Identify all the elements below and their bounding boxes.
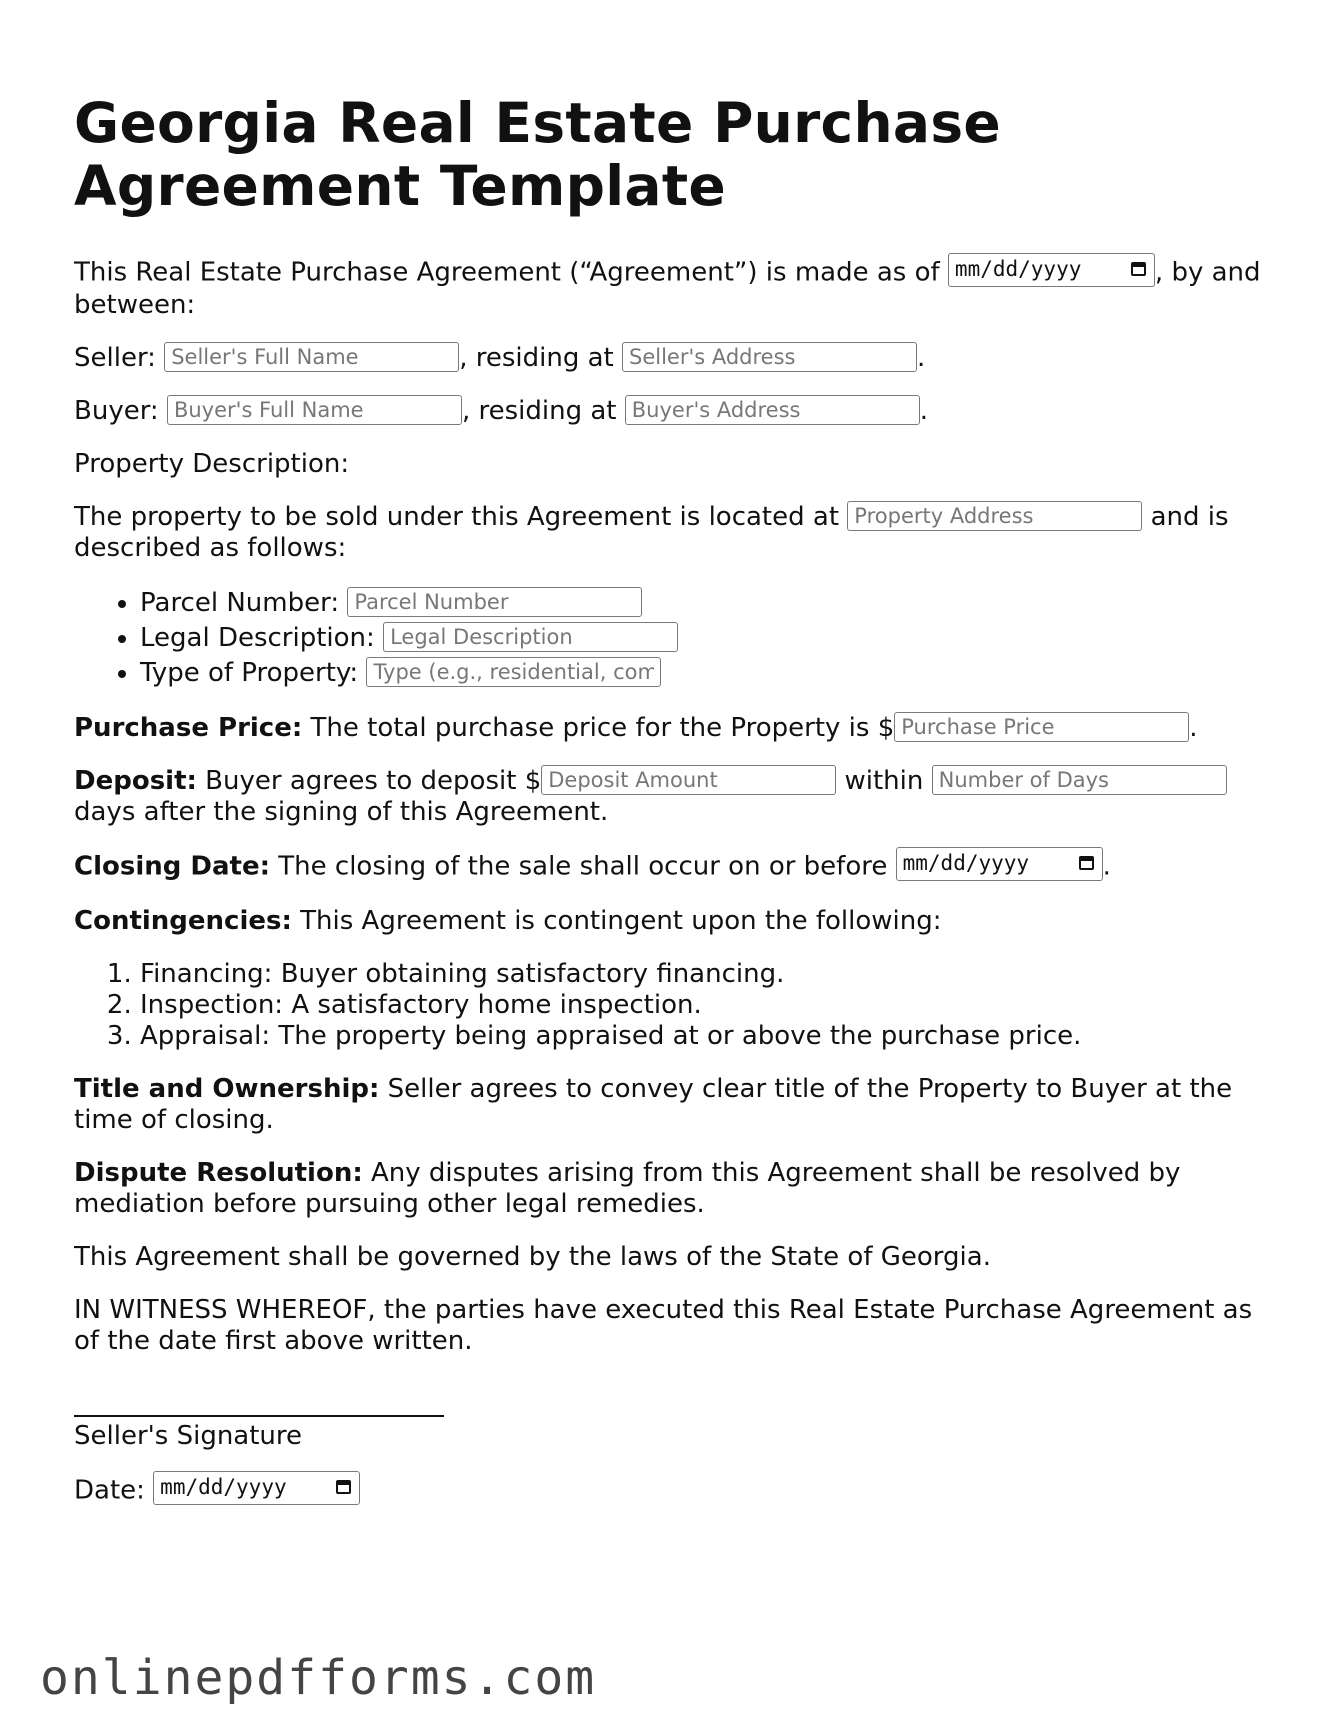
contingencies-label: Contingencies: [74,906,292,936]
contingencies-text: This Agreement is contingent upon the following: [300,906,942,936]
title-ownership-paragraph [74,1074,1274,1136]
property-type-input[interactable] [366,657,661,687]
parcel-number-label: Parcel Number: [140,588,340,618]
seller-label: Seller: [74,343,156,373]
agreement-date-input[interactable] [948,253,1155,287]
calendar-icon[interactable] [1131,262,1146,276]
closing-end: . [1102,851,1111,882]
seller-line [74,343,1274,374]
dispute-label: Dispute Resolution: [74,1158,363,1188]
parcel-number-input[interactable] [347,587,642,617]
buyer-label: Buyer: [74,396,159,426]
legal-description-label: Legal Description: [140,623,375,653]
purchase-price-input[interactable] [894,712,1189,742]
deposit-text: Buyer agrees to deposit $ [205,766,542,796]
buyer-line-end: . [919,396,929,426]
signature-date-input[interactable] [153,1471,360,1505]
deposit-within-text: within [844,766,924,796]
list-item: 1. Financing: Buyer obtaining satisfactory financing. [140,959,1274,990]
property-details-list [74,586,1274,691]
deposit-amount-input[interactable] [541,765,836,795]
deposit-text-after: days after the signing of this Agreement. [74,797,609,827]
deposit-days-input[interactable] [932,765,1227,795]
seller-residing-text: , residing at [459,343,614,373]
property-heading: Property Description: [74,449,350,479]
closing-date-input[interactable] [896,847,1103,881]
signature-label: Seller's Signature [74,1421,303,1451]
title-ownership-text: Seller agrees to convey clear title of the Property to Buyer at the time of closing. [74,1074,1233,1135]
property-text-after: and is described as follows: [74,502,1229,563]
contingencies-paragraph [74,906,1274,937]
signature-date-placeholder: mm/dd/yyyy [160,1475,287,1499]
signature-date-label: Date: [74,1475,145,1506]
list-item: 3. Appraisal: The property being appraised at or above the purchase price. [140,1021,1274,1052]
property-address-input[interactable] [847,501,1142,531]
closing-date-placeholder: mm/dd/yyyy [902,851,1030,875]
deposit-label: Deposit: [74,766,197,796]
property-type-label: Type of Property: [140,658,359,688]
list-item [140,656,1274,691]
agreement-document [74,92,1274,1530]
calendar-icon[interactable] [336,1480,351,1494]
closing-text: The closing of the sale shall occur on or before [278,851,888,882]
seller-name-input[interactable] [164,342,459,372]
agreement-date-placeholder: mm/dd/yyyy [954,257,1082,281]
contingencies-list [74,959,1274,1052]
dispute-text: Any disputes arising from this Agreement shall be resolved by mediation before pursuing other legal remedies. [74,1158,1181,1219]
signature-date-line [74,1474,1274,1508]
buyer-address-input[interactable] [625,395,920,425]
closing-label: Closing Date: [74,851,271,882]
buyer-name-input[interactable] [167,395,462,425]
page-title: Georgia Real Estate Purchase Agreement Template [74,91,1001,218]
signature-line[interactable] [74,1397,444,1417]
watermark: onlinepdfforms.com [40,1650,597,1706]
legal-description-input[interactable] [383,622,678,652]
purchase-price-label: Purchase Price: [74,713,303,743]
purchase-price-text: The total purchase price for the Property is $ [310,713,895,743]
witness-paragraph: IN WITNESS WHEREOF, the parties have executed this Real Estate Purchase Agreement as of the date first above written. [74,1295,1253,1356]
deposit-paragraph [74,766,1274,828]
property-text: The property to be sold under this Agreement is located at [74,502,840,532]
intro-text: This Real Estate Purchase Agreement (“Agreement”) is made as of [74,257,940,288]
seller-address-input[interactable] [622,342,917,372]
list-item [140,621,1274,656]
intro-text-after: , by and between: [74,257,1261,320]
property-paragraph [74,502,1274,564]
list-item: 2. Inspection: A satisfactory home inspection. [140,990,1274,1021]
calendar-icon[interactable] [1079,856,1094,870]
purchase-price-paragraph [74,713,1274,744]
buyer-line [74,396,1274,427]
list-item [140,586,1274,621]
dispute-paragraph [74,1158,1274,1220]
title-ownership-label: Title and Ownership: [74,1074,380,1104]
purchase-price-end: . [1189,713,1198,743]
governing-law-paragraph: This Agreement shall be governed by the laws of the State of Georgia. [74,1242,991,1272]
buyer-residing-text: , residing at [461,396,617,426]
intro-paragraph [74,256,1274,321]
seller-line-end: . [916,343,926,373]
closing-paragraph [74,850,1274,884]
